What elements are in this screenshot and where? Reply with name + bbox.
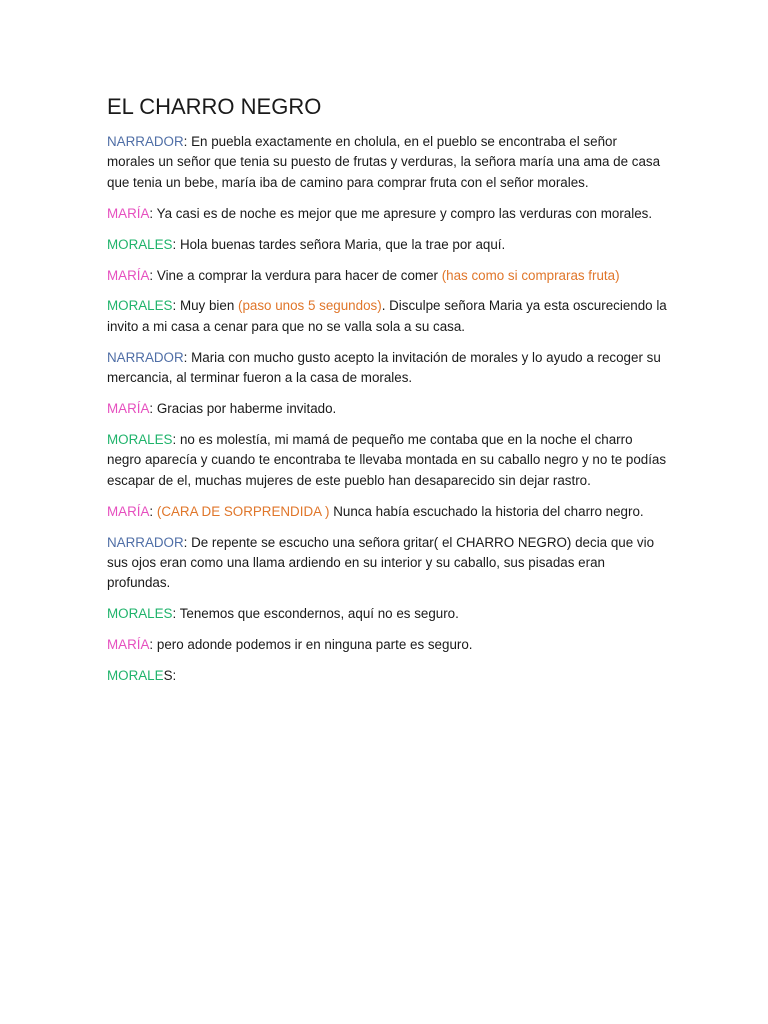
dialogue-line [107,502,667,522]
line-text: Hola buenas tardes señora Maria, que la trae por aquí. [176,236,506,252]
dialogue-line [107,296,667,337]
speaker-morales: MORALES [107,236,173,252]
dialogue-line [107,666,667,686]
stage-direction: (paso unos 5 segundos) [238,298,382,314]
line-separator: : [183,134,188,149]
speaker-morales: MORALES [107,606,173,622]
speaker-morales: MORALES [107,298,173,314]
document-page [107,92,667,697]
speaker-maria: MARÍA [107,401,150,417]
line-separator: : [149,205,154,221]
line-separator: : [149,401,154,417]
line-text-continued: Nunca había escuchado la historia del charro negro. [329,503,644,519]
speaker-maria: MARÍA [107,267,150,283]
line-text: Maria con mucho gusto acepto la invitación de morales y lo ayudo a recoger su mercancia, al terminar fueron a la casa de morales. [107,349,661,386]
line-text: no es molestía, mi mamá de pequeño me contaba que en la noche el charro negro aparecía y cuando te encontraba te llevaba montada en su caballo negro y no te podías escapar de el, muchas mujeres de este pueblo han desaparecido sin dejar rastro. [107,431,667,488]
speaker-narrador: NARRADOR [107,349,184,365]
stage-direction: (has como si compraras fruta) [441,267,620,283]
line-text: De repente se escucho una señora gritar( el CHARRO NEGRO) decia que vio sus ojos eran como una llama ardiendo en su interior y su caballo, sus pisadas eran profundas. [107,534,655,591]
line-separator: : [172,236,177,252]
speaker-narrador: NARRADOR [107,534,184,550]
line-text-continued: . Disculpe señora Maria ya esta oscureciendo la invito a mi casa a cenar para que no se valla sola a su casa. [107,298,667,334]
line-separator: : [183,349,188,365]
stage-direction: (CARA DE SORPRENDIDA ) [156,503,330,519]
line-separator: : [172,606,177,622]
speaker-morales: MORALES [107,431,173,447]
line-separator: : [149,637,154,653]
line-text: pero adonde podemos ir en ninguna parte es seguro. [153,637,473,653]
speaker-maria: MARÍA [107,205,150,221]
line-text: En puebla exactamente en cholula, en el pueblo se encontraba el señor morales un señor que tenia su puesto de frutas y verduras, la señora maría una ama de casa que tenia un bebe, maría iba de camino para comprar fruta con el señor morales. [107,134,661,190]
dialogue-line [107,235,667,255]
line-separator: : [172,431,177,447]
dialogue-line [107,635,667,655]
line-separator: : [149,267,154,283]
line-separator: : [183,534,188,550]
dialogue-line [107,348,667,389]
speaker-maria: MARÍA [107,503,150,519]
dialogue-line [107,266,667,286]
speaker-narrador: NARRADOR [107,134,184,149]
dialogue-line [107,604,667,624]
dialogue-line [107,204,667,224]
speaker-maria: MARÍA [107,637,150,653]
line-text: Muy bien [176,298,238,314]
dialogue-line [107,132,667,193]
line-text: Tenemos que escondernos, aquí no es seguro. [176,606,459,622]
dialogue-line [107,533,667,594]
line-separator: : [172,298,177,314]
line-text: Ya casi es de noche es mejor que me apresure y compro las verduras con morales. [153,205,653,221]
speaker-morales: MORALE [107,668,164,684]
dialogue-line [107,430,667,491]
document-title: EL CHARRO NEGRO [107,94,322,119]
line-separator: : [149,503,157,519]
line-text: Vine a comprar la verdura para hacer de comer [153,267,442,283]
line-separator: S: [163,668,177,684]
dialogue-line [107,399,667,419]
line-text: Gracias por haberme invitado. [153,401,337,417]
